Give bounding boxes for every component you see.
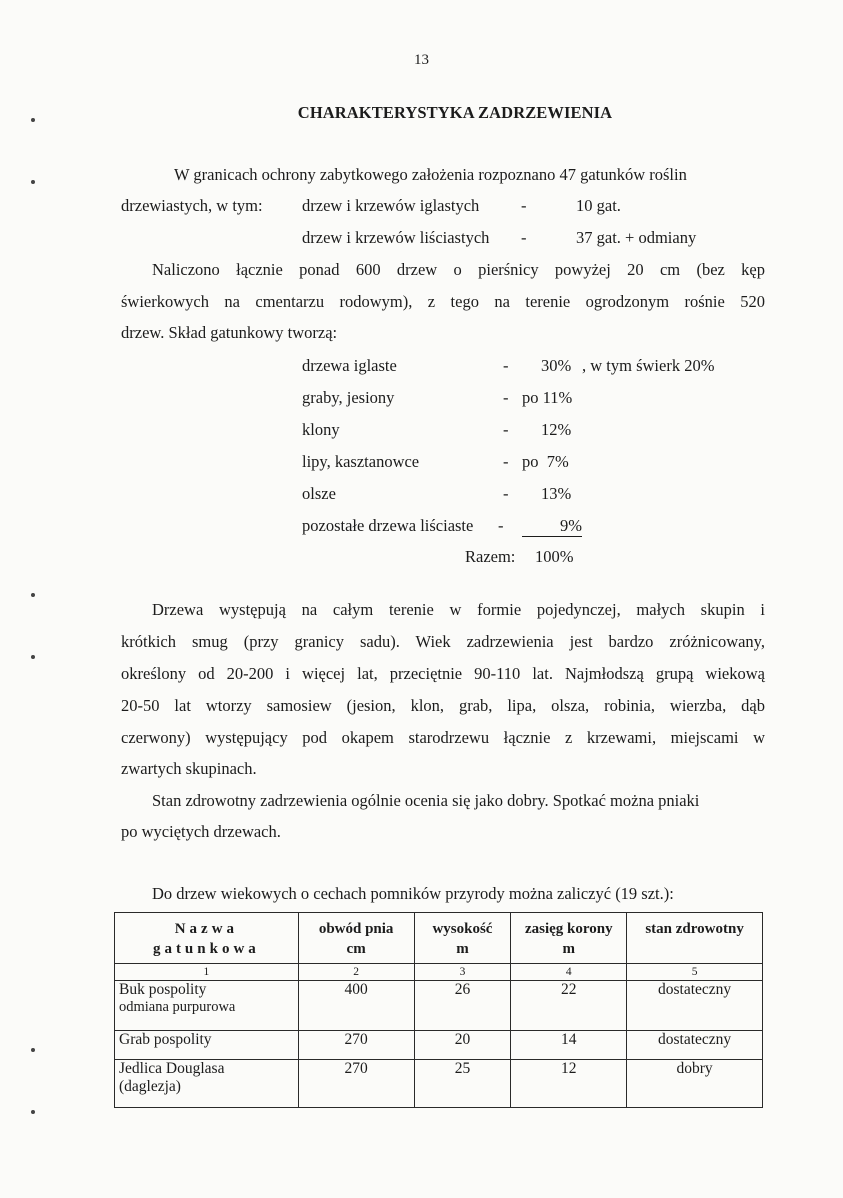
paragraph-2-line-3: drzew. Skład gatunkowy tworzą: [121,323,338,342]
composition-label: pozostałe drzewa liściaste [302,516,474,535]
header-health: stan zdrowotny [627,913,763,964]
column-number: 1 [115,964,299,981]
deciduous-dash: - [521,228,527,247]
girth-cell: 270 [298,1060,414,1108]
composition-note: , w tym świerk 20% [582,356,715,375]
girth-cell: 270 [298,1031,414,1060]
column-number: 4 [511,964,627,981]
species-cell: Buk pospolity odmiana purpurowa [115,981,299,1031]
scan-dot [31,655,35,659]
deciduous-value: 37 gat. + odmiany [576,228,697,247]
species-cell: Jedlica Douglasa (daglezja) [115,1060,299,1108]
conifers-value: 10 gat. [576,196,621,215]
header-crown: zasięg korony m [511,913,627,964]
scan-dot [31,1048,35,1052]
header-height: wysokość m [414,913,511,964]
scan-dot [31,593,35,597]
total-value: 100% [535,547,574,566]
composition-value: 13% [541,484,572,503]
page-title: CHARAKTERYSTYKA ZADRZEWIENIA [297,103,613,122]
composition-label: klony [302,420,340,439]
composition-dash: - [503,484,509,503]
paragraph-3-line-3: określony od 20-200 i więcej lat, przeciętnie 90-110 lat. Najmłodszą grupą wiekową [121,664,765,683]
composition-value: po 11% [522,388,573,407]
health-cell: dobry [627,1060,763,1108]
composition-label: lipy, kasztanowce [302,452,420,471]
table-row [115,981,763,1031]
composition-value: 30% [541,356,572,375]
composition-label: graby, jesiony [302,388,395,407]
deciduous-label: drzew i krzewów liściastych [302,228,490,247]
monument-trees-table [114,912,763,1108]
crown-cell: 22 [511,981,627,1031]
composition-label: drzewa iglaste [302,356,397,375]
composition-value: 12% [541,420,572,439]
scan-dot [31,180,35,184]
crown-cell: 14 [511,1031,627,1060]
paragraph-2-line-2: świerkowych na cmentarzu rodowym), z tego na terenie ogrodzonym rośnie 520 [121,292,765,311]
table-row [115,1060,763,1108]
table-intro: Do drzew wiekowych o cechach pomników przyrody można zaliczyć (19 szt.): [152,884,674,903]
total-label: Razem: [465,547,516,566]
header-species: Nazwa gatunkowa [115,913,299,964]
column-number: 5 [627,964,763,981]
height-cell: 26 [414,981,511,1031]
height-cell: 20 [414,1031,511,1060]
composition-value: 9% [522,516,582,537]
composition-dash: - [498,516,504,535]
composition-dash: - [503,452,509,471]
composition-dash: - [503,356,509,375]
paragraph-3-line-6: zwartych skupinach. [121,759,257,778]
paragraph-3-line-5: czerwony) występujący pod okapem starodrzewu łącznie z krzewami, miejscami w [121,728,765,747]
girth-cell: 400 [298,981,414,1031]
paragraph-3-line-1: Drzewa występują na całym terenie w formie pojedynczej, małych skupin i [152,600,765,619]
paragraph-3-line-2: krótkich smug (przy granicy sadu). Wiek zadrzewienia jest bardzo zróżnicowany, [121,632,765,651]
height-cell: 25 [414,1060,511,1108]
column-number-row [115,964,763,981]
intro-line-2-prefix: drzewiastych, w tym: [121,196,263,215]
intro-line-1: W granicach ochrony zabytkowego założenia rozpoznano 47 gatunków roślin [174,165,687,184]
page-number: 13 [414,52,429,68]
table-row [115,1031,763,1060]
conifers-dash: - [521,196,527,215]
composition-dash: - [503,388,509,407]
crown-cell: 12 [511,1060,627,1108]
health-cell: dostateczny [627,981,763,1031]
paragraph-3-line-4: 20-50 lat wtorzy samosiew (jesion, klon, grab, lipa, olsza, robinia, wierzba, dąb [121,696,765,715]
paragraph-4-line-1: Stan zdrowotny zadrzewienia ogólnie ocenia się jako dobry. Spotkać można pniaki [152,791,700,810]
conifers-label: drzew i krzewów iglastych [302,196,480,215]
paragraph-2-line-1: Naliczono łącznie ponad 600 drzew o pierśnicy powyżej 20 cm (bez kęp [152,260,765,279]
header-girth: obwód pnia cm [298,913,414,964]
species-cell: Grab pospolity [115,1031,299,1060]
health-cell: dostateczny [627,1031,763,1060]
composition-dash: - [503,420,509,439]
paragraph-4-line-2: po wyciętych drzewach. [121,822,281,841]
table-header-row [115,913,763,964]
column-number: 2 [298,964,414,981]
column-number: 3 [414,964,511,981]
composition-label: olsze [302,484,336,503]
composition-value: po 7% [522,452,569,471]
scan-dot [31,1110,35,1114]
